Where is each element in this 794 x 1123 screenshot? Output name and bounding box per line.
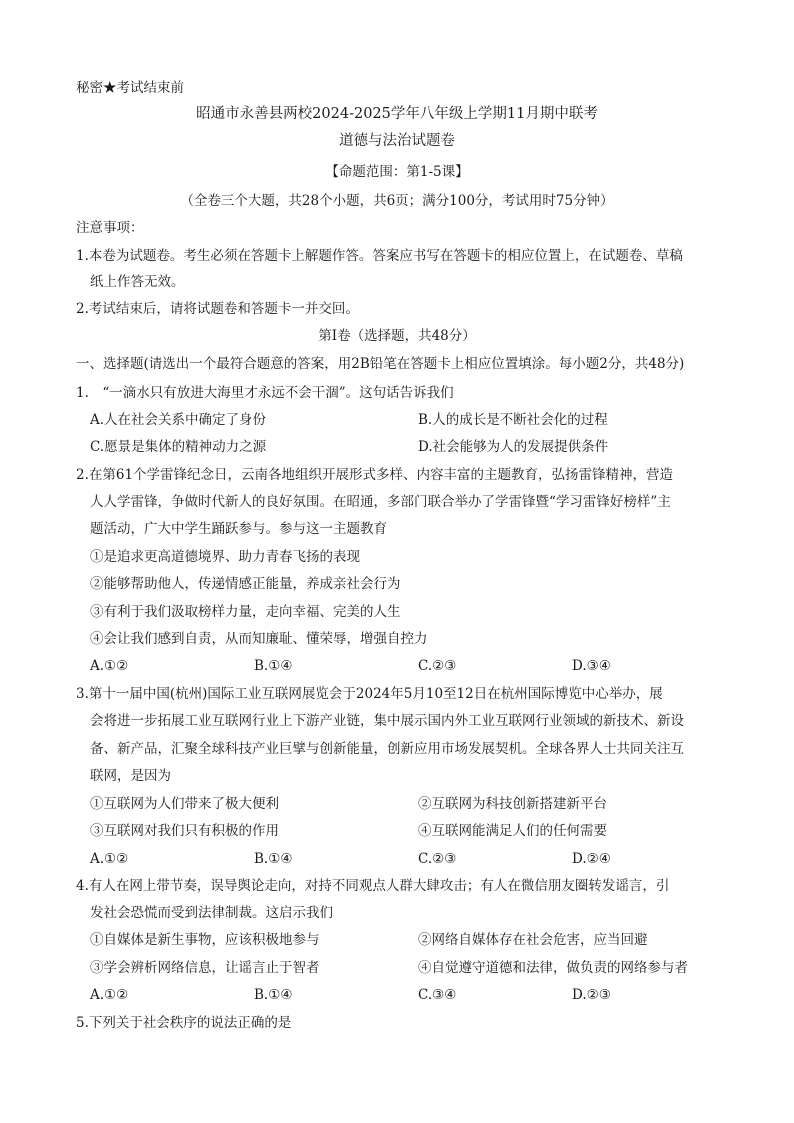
q3-option-b: B.①④: [254, 851, 293, 867]
q2-statement-3: ③有利于我们汲取榜样力量，走向幸福、完美的人生: [90, 604, 401, 620]
q2-line-3: 题活动，广大中学生踊跃参与。参与这一主题教育: [90, 521, 387, 537]
q3-option-c: C.②③: [418, 851, 457, 867]
q1-option-c: C.愿景是集体的精神动力之源: [90, 439, 267, 455]
q5-stem: 5.下列关于社会秩序的说法正确的是: [76, 1015, 292, 1031]
q1-stem: 1. “一滴水只有放进大海里才永远不会干涸”。这句话告诉我们: [76, 385, 454, 401]
q3-line-3: 备、新产品，汇聚全球科技产业巨擘与创新能量，创新应用市场发展契机。全球各界人士共同关注互: [90, 741, 684, 757]
q4-statement-4: ④自觉遵守道德和法律，做负责的网络参与者: [418, 960, 688, 976]
q2-statement-4: ④会让我们感到自责，从而知廉耻、懂荣辱，增强自控力: [90, 631, 428, 647]
q2-option-c: C.②③: [418, 658, 457, 674]
q2-line-2: 人人学雷锋，争做时代新人的良好氛围。在昭通，多部门联合举办了学雷锋暨“学习雷锋好榜样”主: [90, 494, 671, 510]
note-1-line-1: 1.本卷为试题卷。考生必须在答题卡上解题作答。答案应书写在答题卡的相应位置上，在试题卷、草稿: [76, 248, 683, 264]
q1-option-d: D.社会能够为人的发展提供条件: [418, 439, 609, 455]
exam-subtitle: 道德与法治试题卷: [339, 133, 455, 149]
exam-info: （全卷三个大题，共28个小题，共6页；满分100分，考试用时75分钟）: [180, 193, 614, 209]
q2-option-b: B.①④: [254, 658, 293, 674]
note-1-line-2: 纸上作答无效。: [90, 274, 185, 290]
section-instruction: 一、选择题(请选出一个最符合题意的答案，用2B铅笔在答题卡上相应位置填涂。每小题2分，共48分): [76, 356, 685, 372]
q2-line-1: 2.在第61个学雷锋纪念日，云南各地组织开展形式多样、内容丰富的主题教育，弘扬雷锋精神，营造: [76, 467, 674, 483]
q4-line-2: 发社会恐慌而受到法律制裁。这启示我们: [90, 905, 333, 921]
q3-line-2: 会将进一步拓展工业互联网行业上下游产业链，集中展示国内外工业互联网行业领域的新技术、新设: [90, 713, 684, 729]
secret-label: 秘密★考试结束前: [76, 80, 184, 96]
q2-option-a: A.①②: [90, 658, 129, 674]
q4-statement-2: ②网络自媒体存在社会危害，应当回避: [418, 932, 648, 948]
q4-option-d: D.②③: [572, 987, 611, 1003]
q2-statement-1: ①是追求更高道德境界、助力青春飞扬的表现: [90, 549, 360, 565]
q4-statement-1: ①自媒体是新生事物，应该积极地参与: [90, 932, 320, 948]
q3-statement-4: ④互联网能满足人们的任何需要: [418, 823, 607, 839]
q1-option-b: B.人的成长是不断社会化的过程: [418, 412, 608, 428]
q3-line-1: 3.第十一届中国(杭州)国际工业互联网展览会于2024年5月10至12日在杭州国际博览中心举办，展: [76, 686, 663, 702]
q4-option-b: B.①④: [254, 987, 293, 1003]
note-2: 2.考试结束后，请将试题卷和答题卡一并交回。: [76, 301, 359, 317]
q4-option-c: C.③④: [418, 987, 457, 1003]
q4-statement-3: ③学会辨析网络信息，让谣言止于智者: [90, 960, 320, 976]
exam-title: 昭通市永善县两校2024-2025学年八年级上学期11月期中联考: [196, 106, 598, 122]
exam-scope: 【命题范围：第1-5课】: [325, 164, 469, 180]
notes-heading: 注意事项：: [76, 220, 144, 236]
q4-option-a: A.①②: [90, 987, 129, 1003]
q2-statement-2: ②能够帮助他人，传递情感正能量，养成亲社会行为: [90, 576, 401, 592]
q3-statement-3: ③互联网对我们只有积极的作用: [90, 823, 279, 839]
q3-option-a: A.①②: [90, 851, 129, 867]
q3-line-4: 联网，是因为: [90, 768, 171, 784]
q1-option-a: A.人在社会关系中确定了身份: [90, 412, 267, 428]
q2-option-d: D.③④: [572, 658, 611, 674]
q3-statement-2: ②互联网为科技创新搭建新平台: [418, 796, 607, 812]
q4-line-1: 4.有人在网上带节奏，误导舆论走向，对持不同观点人群大肆攻击；有人在微信朋友圈转发谣言，引: [76, 878, 670, 894]
part-title: 第Ⅰ卷（选择题，共48分）: [318, 328, 476, 344]
q3-option-d: D.②④: [572, 851, 611, 867]
q3-statement-1: ①互联网为人们带来了极大便利: [90, 796, 279, 812]
